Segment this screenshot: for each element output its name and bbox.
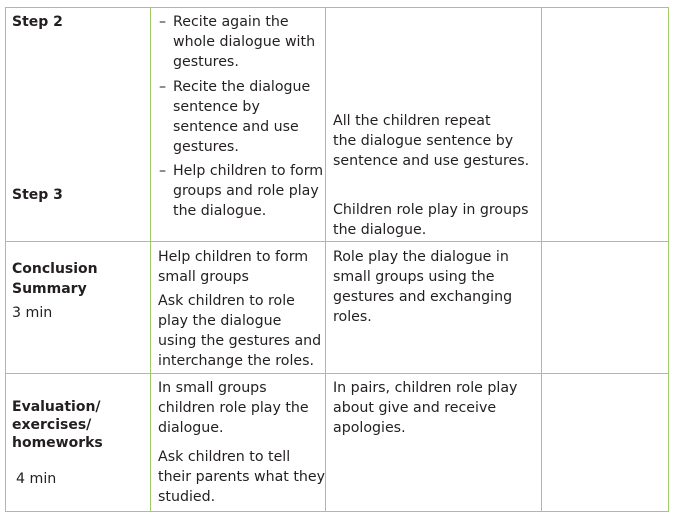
teacher-step2-item3-line2: groups and role play — [173, 183, 319, 199]
teacher-step2-item2-line2: sentence by — [173, 99, 260, 115]
stage-evaluation-line3: homeworks — [12, 435, 103, 451]
teacher-conclusion-b-line3: using the gestures and — [158, 333, 322, 349]
column-divider-2 — [325, 7, 326, 512]
teacher-step2-item2-line3: sentence and use — [173, 119, 299, 135]
teacher-step2-item3-line1: Help children to form — [173, 163, 324, 179]
stage-evaluation-line2: exercises/ — [12, 417, 92, 433]
stage-step-2: Step 2 — [12, 14, 63, 30]
learner-conclusion-line1: Role play the dialogue in — [333, 249, 509, 265]
teacher-step2-item1-line3: gestures. — [173, 54, 239, 70]
teacher-evaluation-b-line2: their parents what they — [158, 469, 326, 485]
learner-step2-line3: sentence and use gestures. — [333, 153, 530, 169]
column-divider-3 — [541, 7, 542, 512]
teacher-evaluation-a-line1: In small groups — [158, 380, 267, 396]
bullet-1: – — [159, 14, 167, 30]
teacher-step2-item1-line2: whole dialogue with — [173, 34, 316, 50]
stage-step-3: Step 3 — [12, 187, 63, 203]
learner-step3-line2: the dialogue. — [333, 222, 427, 238]
learner-conclusion-line3: gestures and exchanging — [333, 289, 513, 305]
teacher-conclusion-b-line1: Ask children to role — [158, 293, 295, 309]
learner-step2-line1: All the children repeat — [333, 113, 491, 129]
learner-step3-line1: Children role play in groups — [333, 202, 529, 218]
teacher-evaluation-a-line3: dialogue. — [158, 420, 224, 436]
teacher-conclusion-a-line1: Help children to form — [158, 249, 309, 265]
teacher-step2-item3-line3: the dialogue. — [173, 203, 267, 219]
table-border-top — [5, 7, 669, 8]
stage-conclusion-line2: Summary — [12, 281, 87, 297]
stage-evaluation-line1: Evaluation/ — [12, 399, 101, 415]
column-divider-1 — [150, 7, 151, 512]
teacher-evaluation-b-line3: studied. — [158, 489, 216, 505]
teacher-conclusion-b-line4: interchange the roles. — [158, 353, 315, 369]
teacher-conclusion-b-line2: play the dialogue — [158, 313, 282, 329]
learner-evaluation-line3: apologies. — [333, 420, 406, 436]
learner-conclusion-line4: roles. — [333, 309, 372, 325]
learner-step2-line2: the dialogue sentence by — [333, 133, 514, 149]
bullet-2: – — [159, 79, 167, 95]
bullet-3: – — [159, 163, 167, 179]
teacher-step2-item2-line4: gestures. — [173, 139, 239, 155]
learner-evaluation-line1: In pairs, children role play — [333, 380, 518, 396]
row-divider-1 — [5, 241, 669, 242]
teacher-evaluation-a-line2: children role play the — [158, 400, 309, 416]
teacher-evaluation-b-line1: Ask children to tell — [158, 449, 291, 465]
teacher-conclusion-a-line2: small groups — [158, 269, 249, 285]
teacher-step2-item2-line1: Recite the dialogue — [173, 79, 311, 95]
table-border-bottom — [5, 511, 669, 512]
conclusion-time: 3 min — [12, 305, 53, 321]
evaluation-time: 4 min — [16, 471, 57, 487]
stage-conclusion-line1: Conclusion — [12, 261, 98, 277]
teacher-step2-item1-line1: Recite again the — [173, 14, 289, 30]
table-border-left — [5, 7, 6, 512]
learner-evaluation-line2: about give and receive — [333, 400, 497, 416]
table-border-right — [668, 7, 669, 512]
learner-conclusion-line2: small groups using the — [333, 269, 495, 285]
row-divider-2 — [5, 373, 669, 374]
